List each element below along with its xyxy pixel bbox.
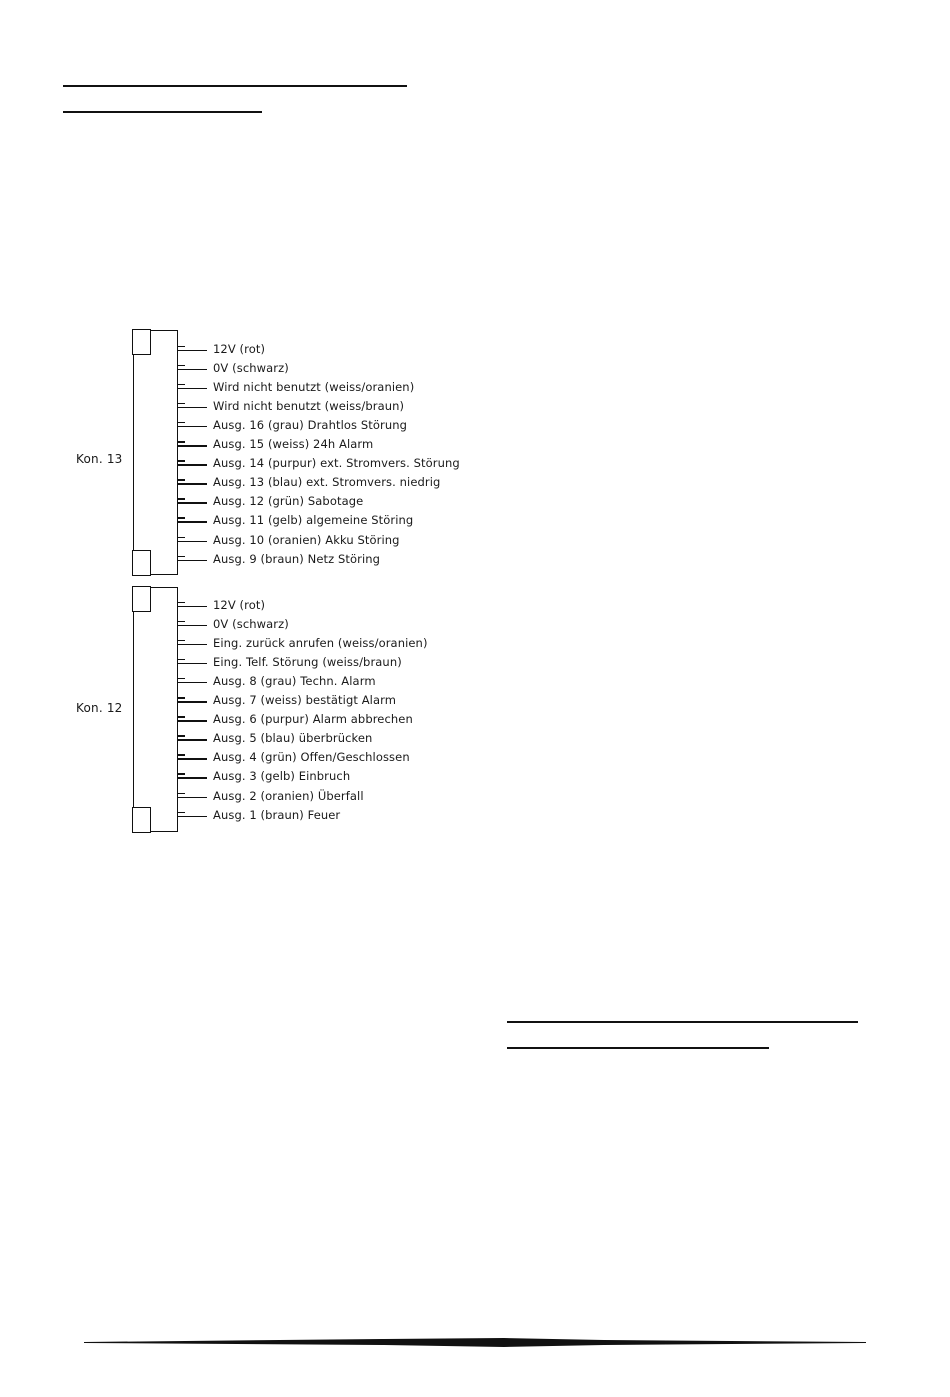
pin-lead [177,811,209,819]
pin-row [177,729,372,748]
pin-row [177,396,404,415]
pin-label: Ausg. 13 (blau) ext. Stromvers. niedrig [213,475,441,490]
pin-row [177,710,413,729]
footer-divider [84,1338,866,1347]
pin-row [177,339,265,358]
pin-label: 0V (schwarz) [213,616,289,631]
pin-lead [177,478,209,486]
pin-lead [177,555,209,563]
connector-latch [132,550,151,576]
pin-label: Ausg. 6 (purpur) Alarm abbrechen [213,712,413,727]
connector-label: Kon. 13 [76,452,123,466]
pin-label: Ausg. 12 (grün) Sabotage [213,494,364,509]
connector-label: Kon. 12 [76,701,123,715]
pin-label: Ausg. 10 (oranien) Akku Störing [213,532,400,547]
pin-lead [177,792,209,800]
pin-label: Ausg. 4 (grün) Offen/Geschlossen [213,750,410,765]
pin-label: Ausg. 8 (grau) Techn. Alarm [213,673,376,688]
pin-label: Eing. zurück anrufen (weiss/oranien) [213,635,428,650]
pin-lead [177,421,209,429]
pin-lead [177,402,209,410]
pin-row [177,511,413,530]
pin-label: Ausg. 14 (purpur) ext. Stromvers. Störung [213,456,460,471]
pin-row [177,358,289,377]
connector-housing [133,330,178,575]
pin-row [177,691,396,710]
pin-lead [177,753,209,761]
pin-label: Ausg. 16 (grau) Drahtlos Störung [213,417,407,432]
heading-rule-right-1 [507,1021,858,1023]
pin-label: Ausg. 15 (weiss) 24h Alarm [213,437,374,451]
pin-row [177,633,428,652]
pin-row [177,530,400,549]
pin-label: Eing. Telf. Störung (weiss/braun) [213,654,402,669]
pin-lead [177,715,209,723]
heading-rule-top-1 [63,85,407,87]
pin-lead [177,677,209,685]
pin-lead [177,734,209,742]
pin-row [177,652,402,671]
connector-latch [132,807,151,833]
connector-latch [132,586,151,612]
pin-label: Ausg. 3 (gelb) Einbruch [213,769,351,784]
pin-label: Wird nicht benutzt (weiss/braun) [213,398,405,413]
pin-label: 12V (rot) [213,341,266,356]
pin-label: Ausg. 1 (braun) Feuer [213,807,341,822]
pin-row [177,671,376,690]
pin-lead [177,516,209,524]
pin-row [177,549,380,568]
pin-row [177,748,410,767]
pin-row [177,435,373,454]
pin-lead [177,459,209,467]
heading-rule-right-2 [507,1047,769,1049]
connector-latch [132,329,151,355]
pin-lead [177,601,209,609]
pin-lead [177,639,209,647]
pin-label: Ausg. 7 (weiss) bestätigt Alarm [213,693,397,707]
pin-lead [177,536,209,544]
pin-lead [177,658,209,666]
pin-label: Ausg. 11 (gelb) algemeine Störing [213,513,414,528]
pin-row [177,473,440,492]
pin-row [177,767,350,786]
pin-lead [177,364,209,372]
pin-row [177,377,414,396]
pin-row [177,415,407,434]
pin-lead [177,383,209,391]
pin-lead [177,440,209,448]
pin-label: Ausg. 2 (oranien) Überfall [213,788,364,803]
pin-lead [177,620,209,628]
pin-row [177,786,364,805]
pin-label: Wird nicht benutzt (weiss/oranien) [213,379,415,394]
pin-row [177,492,363,511]
pin-row [177,805,340,824]
pin-label: Ausg. 9 (braun) Netz Störing [213,551,381,566]
pin-lead [177,497,209,505]
heading-rule-top-2 [63,111,262,113]
pin-row [177,614,289,633]
pin-lead [177,345,209,353]
pin-label: Ausg. 5 (blau) überbrücken [213,731,373,746]
pin-label: 0V (schwarz) [213,360,289,375]
pin-row [177,595,265,614]
pin-label: 12V (rot) [213,597,266,612]
pin-lead [177,772,209,780]
pin-row [177,454,460,473]
connector-housing [133,587,178,832]
pin-lead [177,696,209,704]
